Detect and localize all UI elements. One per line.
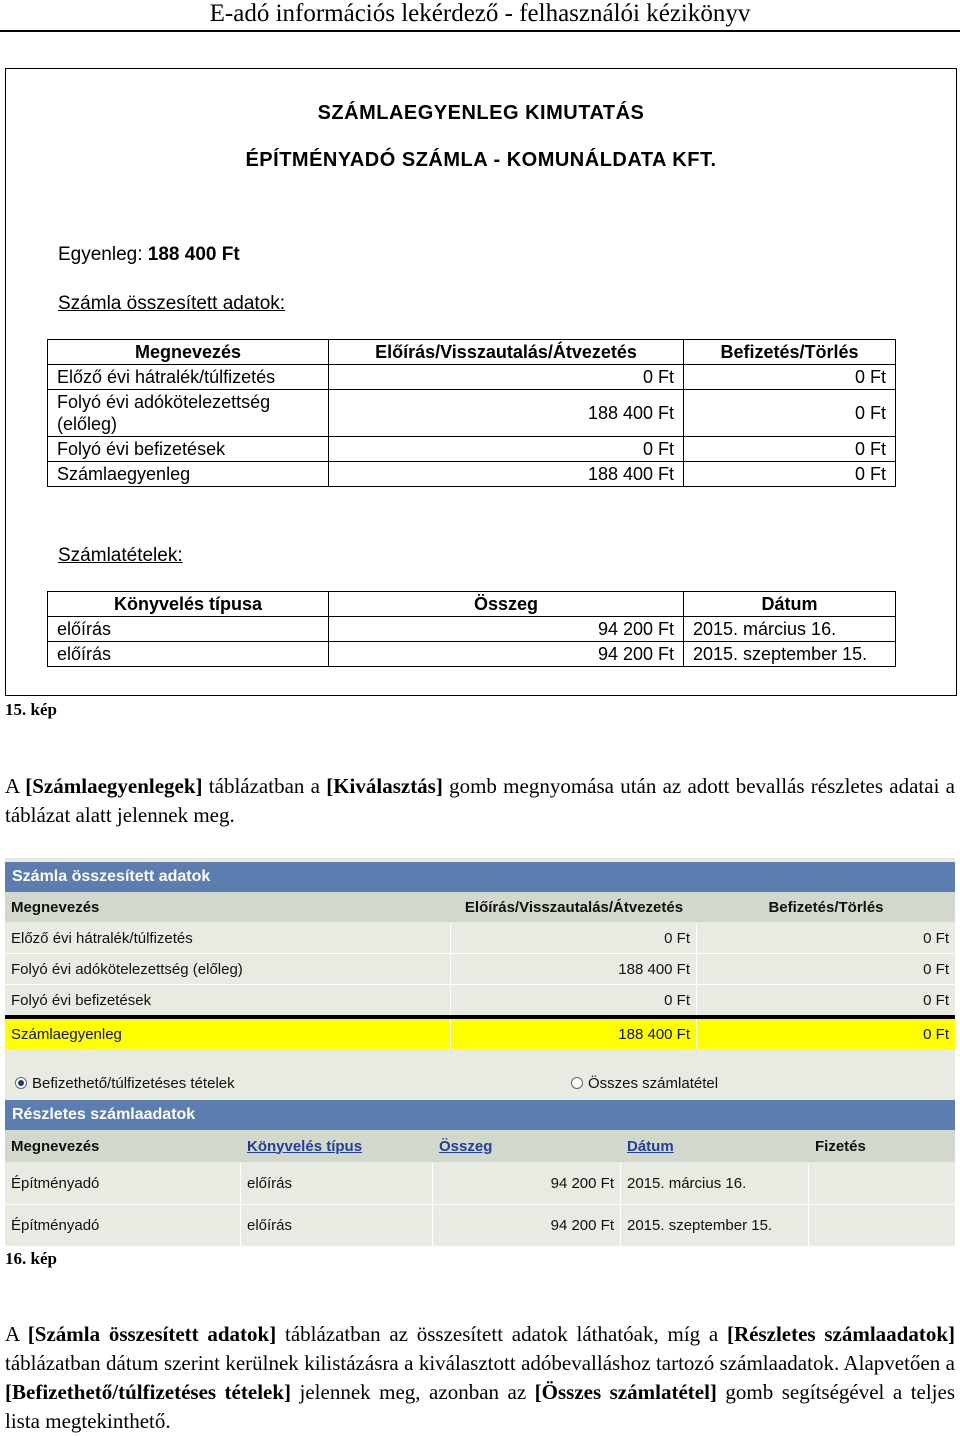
items-label: Számlatételek:: [58, 545, 183, 566]
radio-label: Összes számlatétel: [588, 1074, 719, 1092]
figure-16-caption: 16. kép: [5, 1249, 57, 1268]
table-row: [48, 437, 896, 462]
paragraph-1: [5, 772, 955, 830]
row-name: Előző évi hátralék/túlfizetés: [5, 923, 451, 953]
col-header: Előírás/Visszautalás/Átvezetés: [329, 340, 684, 365]
col-header: Megnevezés: [11, 898, 100, 916]
row-value: 0 Ft: [923, 929, 949, 947]
filter-radio-row: [5, 1072, 955, 1094]
bold-term: [Befizethető/túlfizetéses tételek]: [5, 1380, 292, 1404]
detail-name: Építményadó: [5, 1163, 241, 1204]
row-value: 0 Ft: [451, 923, 697, 953]
bold-term: [Számla összesített adatok]: [27, 1322, 277, 1346]
summary-header-row: [5, 892, 955, 922]
item-amount: 94 200 Ft: [329, 642, 684, 667]
link-text[interactable]: Összeg: [439, 1137, 493, 1155]
col-header: Megnevezés: [48, 340, 329, 365]
row-name: Folyó évi befizetések: [48, 437, 329, 462]
sort-link-date[interactable]: [621, 1130, 809, 1162]
detail-name: Építményadó: [5, 1205, 241, 1246]
row-value: 0 Ft: [329, 437, 684, 462]
row-value: 0 Ft: [923, 1025, 949, 1043]
item-type: előírás: [48, 617, 329, 642]
paragraph-2: [5, 1320, 955, 1436]
table-row: [5, 1205, 955, 1246]
figure-15-caption: 15. kép: [5, 700, 57, 719]
detail-amount: 94 200 Ft: [433, 1163, 621, 1204]
text-span: A: [5, 774, 26, 798]
col-header: Fizetés: [815, 1137, 866, 1155]
bold-term: [Számlaegyenlegek]: [25, 774, 203, 798]
sort-link-amount[interactable]: [433, 1130, 621, 1162]
radio-all-items[interactable]: [565, 1072, 865, 1094]
detail-amount: 94 200 Ft: [433, 1205, 621, 1246]
detail-payment: [809, 1163, 955, 1204]
col-header: Könyvelés típusa: [48, 592, 329, 617]
row-name: Folyó évi befizetések: [5, 985, 451, 1015]
link-text[interactable]: Dátum: [627, 1137, 674, 1155]
col-header: Megnevezés: [11, 1137, 100, 1155]
item-date: 2015. március 16.: [684, 617, 896, 642]
details-header-row: [5, 1130, 955, 1162]
item-date: 2015. szeptember 15.: [684, 642, 896, 667]
col-header: Dátum: [684, 592, 896, 617]
bold-term: [Kiválasztás]: [326, 774, 443, 798]
radio-selected-icon[interactable]: [15, 1077, 27, 1089]
balance-value: 188 400 Ft: [147, 244, 240, 265]
table-header-row: [48, 340, 896, 365]
row-value: 0 Ft: [923, 960, 949, 978]
row-name-line2: (előleg): [57, 414, 118, 434]
row-value: 188 400 Ft: [329, 462, 684, 487]
statement-title: SZÁMLAEGYENLEG KIMUTATÁS: [317, 102, 645, 124]
detail-type: előírás: [241, 1205, 433, 1246]
row-name: [48, 390, 329, 437]
row-name-line1: Folyó évi adókötelezettség: [57, 392, 271, 412]
radio-unselected-icon[interactable]: [571, 1077, 583, 1089]
table-row: [48, 462, 896, 487]
row-name: Folyó évi adókötelezettség (előleg): [5, 954, 451, 984]
detail-payment: [809, 1205, 955, 1246]
col-header: Összeg: [329, 592, 684, 617]
text-span: táblázatban dátum szerint kerülnek kilistázásra a kiválasztott adóbevalláshoz tartozó számlaadatok. Alapvetően a: [5, 1351, 955, 1375]
text-span: A: [5, 1322, 28, 1346]
sort-link-booking-type[interactable]: [241, 1130, 433, 1162]
row-name: Számlaegyenleg: [5, 1019, 451, 1049]
row-value: 0 Ft: [684, 365, 896, 390]
table-row: [48, 365, 896, 390]
row-value: 188 400 Ft: [329, 390, 684, 437]
balance-row-highlighted: [5, 1019, 955, 1049]
link-text[interactable]: Könyvelés típus: [247, 1137, 363, 1155]
radio-payable-items[interactable]: [9, 1072, 429, 1094]
items-table: [47, 591, 896, 667]
table-header-row: [48, 592, 896, 617]
row-value: 0 Ft: [684, 462, 896, 487]
text-span: gomb megnyomása után az adott bevallás részletes adatai a táblázat alatt jelennek meg.: [5, 774, 955, 827]
detail-type: előírás: [241, 1163, 433, 1204]
row-value: 0 Ft: [329, 365, 684, 390]
table-row: [48, 390, 896, 437]
table-row: [5, 985, 955, 1015]
row-value: 188 400 Ft: [451, 1019, 697, 1049]
table-row: [5, 954, 955, 985]
item-type: előírás: [48, 642, 329, 667]
table-row: [5, 1163, 955, 1205]
summary-label: Számla összesített adatok:: [58, 293, 286, 314]
bold-term: [Részletes számlaadatok]: [726, 1322, 956, 1346]
header-title: E-adó információs lekérdező - felhasználói kézikönyv: [209, 0, 751, 27]
row-value: 0 Ft: [684, 390, 896, 437]
col-header: Befizetés/Törlés: [768, 898, 884, 916]
balance-line: [58, 244, 240, 266]
row-value: 188 400 Ft: [451, 954, 697, 984]
detail-date: 2015. március 16.: [621, 1163, 809, 1204]
detail-date: 2015. szeptember 15.: [621, 1205, 809, 1246]
balance-label: Egyenleg:: [58, 244, 143, 265]
row-value: 0 Ft: [451, 985, 697, 1015]
figure-15-screenshot: [5, 68, 957, 696]
summary-section-title: Számla összesített adatok: [5, 862, 955, 892]
account-title: ÉPÍTMÉNYADÓ SZÁMLA - KOMUNÁLDATA KFT.: [245, 149, 717, 171]
col-header: Előírás/Visszautalás/Átvezetés: [464, 898, 684, 916]
text-span: táblázatban a: [202, 774, 327, 798]
table-row: [48, 642, 896, 667]
summary-table: [47, 339, 896, 487]
row-name: Előző évi hátralék/túlfizetés: [48, 365, 329, 390]
text-span: táblázatban az összesített adatok láthatóak, míg a: [276, 1322, 727, 1346]
table-row: [48, 617, 896, 642]
figure-16-screenshot: [5, 858, 955, 1246]
col-header: Befizetés/Törlés: [684, 340, 896, 365]
text-span: gomb segítségével a teljes lista megtekinthető.: [5, 1380, 956, 1433]
table-row: [5, 923, 955, 954]
radio-label: Befizethető/túlfizetéses tételek: [32, 1074, 235, 1092]
bold-term: [Összes számlatétel]: [534, 1380, 717, 1404]
details-section-title: Részletes számlaadatok: [5, 1100, 955, 1130]
text-span: jelennek meg, azonban az: [291, 1380, 535, 1404]
row-value: 0 Ft: [923, 991, 949, 1009]
item-amount: 94 200 Ft: [329, 617, 684, 642]
page-header: [0, 0, 960, 32]
row-value: 0 Ft: [684, 437, 896, 462]
row-name: Számlaegyenleg: [48, 462, 329, 487]
